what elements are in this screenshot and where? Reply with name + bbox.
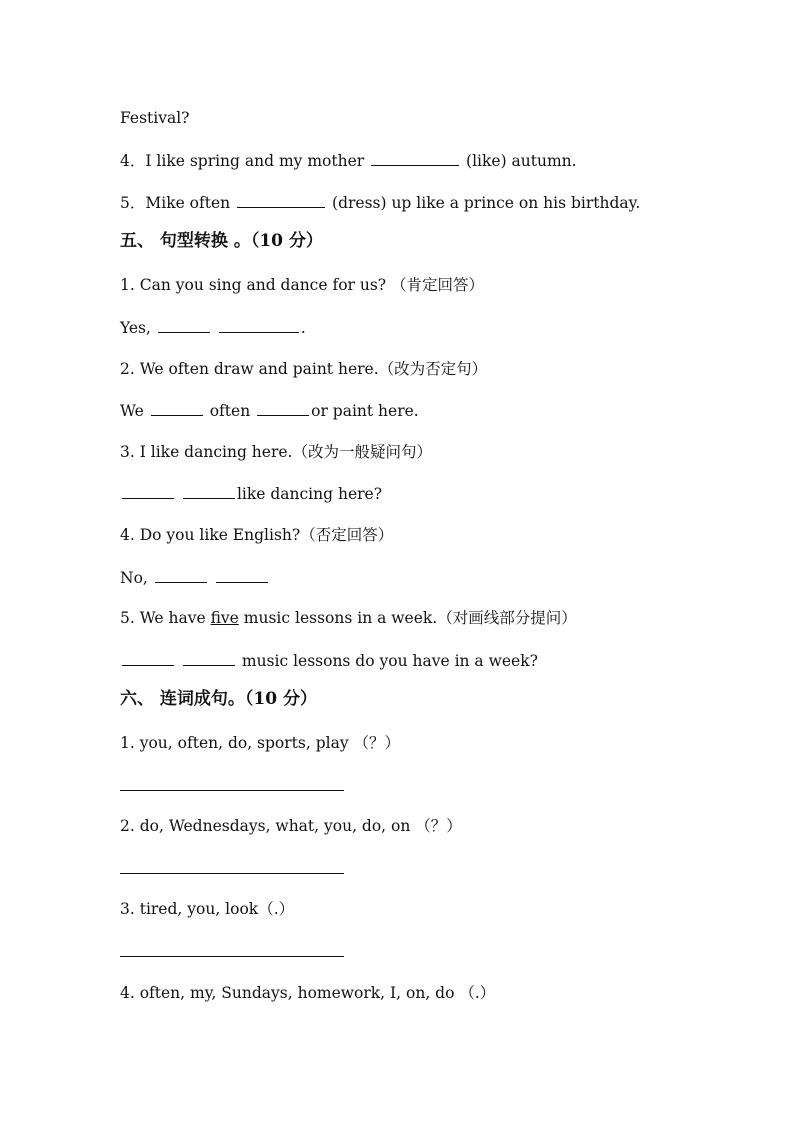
s5-q4-blank-2[interactable] xyxy=(216,567,268,583)
s5-q1-prompt: 1. Can you sing and dance for us? （肯定回答） xyxy=(120,276,485,294)
s5-q5-answer xyxy=(120,650,538,671)
s6-q4: 4. often, my, Sundays, homework, I, on, do （.） xyxy=(120,984,496,1002)
s5-q4-answer xyxy=(120,567,270,588)
s5-q3-post: like dancing here? xyxy=(236,485,383,503)
fill-q5-blank[interactable] xyxy=(237,192,325,208)
s5-q2-prompt: 2. We often draw and paint here.（改为否定句） xyxy=(120,360,488,378)
s5-q1-blank-1[interactable] xyxy=(158,317,210,333)
s5-q4-blank-1[interactable] xyxy=(155,567,207,583)
fill-q4 xyxy=(120,150,577,171)
s5-q3-prompt: 3. I like dancing here.（改为一般疑问句） xyxy=(120,443,432,461)
s5-q3-blank-1[interactable] xyxy=(122,483,174,499)
s5-q4-prompt: 4. Do you like English?（否定回答） xyxy=(120,526,394,544)
s6-q2-answer-line[interactable] xyxy=(120,873,344,874)
s5-q3-answer xyxy=(120,483,382,504)
s5-q5-prompt xyxy=(120,608,577,628)
s5-q2-answer xyxy=(120,400,419,421)
fill-q5-post: (dress) up like a prince on his birthday. xyxy=(332,194,641,212)
s5-q2-post: or paint here. xyxy=(311,402,419,420)
s5-q3-blank-2[interactable] xyxy=(183,483,235,499)
s5-q2-blank-1[interactable] xyxy=(151,400,203,416)
s5-q5-prompt-post: music lessons in a week.（对画线部分提问） xyxy=(243,609,577,627)
s5-q1-answer xyxy=(120,317,306,338)
s5-q5-underlined-word: five xyxy=(210,609,239,627)
s6-q2: 2. do, Wednesdays, what, you, do, on （？） xyxy=(120,817,462,835)
s5-q2-mid: often xyxy=(209,402,251,420)
s6-q1: 1. you, often, do, sports, play （？） xyxy=(120,734,401,752)
fill-q4-post: (like) autumn. xyxy=(466,152,577,170)
s5-q2-pre: We xyxy=(120,402,144,420)
fill-q3-tail: Festival? xyxy=(120,109,190,127)
fill-q4-pre: 4．I like spring and my mother xyxy=(120,152,365,170)
s6-q3-answer-line[interactable] xyxy=(120,956,344,957)
s5-q4-pre: No, xyxy=(120,569,148,587)
s5-q2-blank-2[interactable] xyxy=(257,400,309,416)
s5-q1-post: . xyxy=(300,319,306,337)
fill-q5-pre: 5．Mike often xyxy=(120,194,231,212)
section6-heading: 六、 连词成句。（10 分） xyxy=(120,689,317,709)
s6-q1-answer-line[interactable] xyxy=(120,790,344,791)
s5-q1-pre: Yes, xyxy=(120,319,151,337)
s5-q1-blank-2[interactable] xyxy=(219,317,299,333)
fill-q4-blank[interactable] xyxy=(371,150,459,166)
s5-q5-blank-2[interactable] xyxy=(183,650,235,666)
s5-q5-post: music lessons do you have in a week? xyxy=(241,652,538,670)
s6-q3: 3. tired, you, look（.） xyxy=(120,900,295,918)
section5-heading: 五、 句型转换 。（10 分） xyxy=(120,231,323,251)
s5-q5-blank-1[interactable] xyxy=(122,650,174,666)
s5-q5-prompt-pre: 5. We have xyxy=(120,609,206,627)
fill-q5 xyxy=(120,192,640,213)
